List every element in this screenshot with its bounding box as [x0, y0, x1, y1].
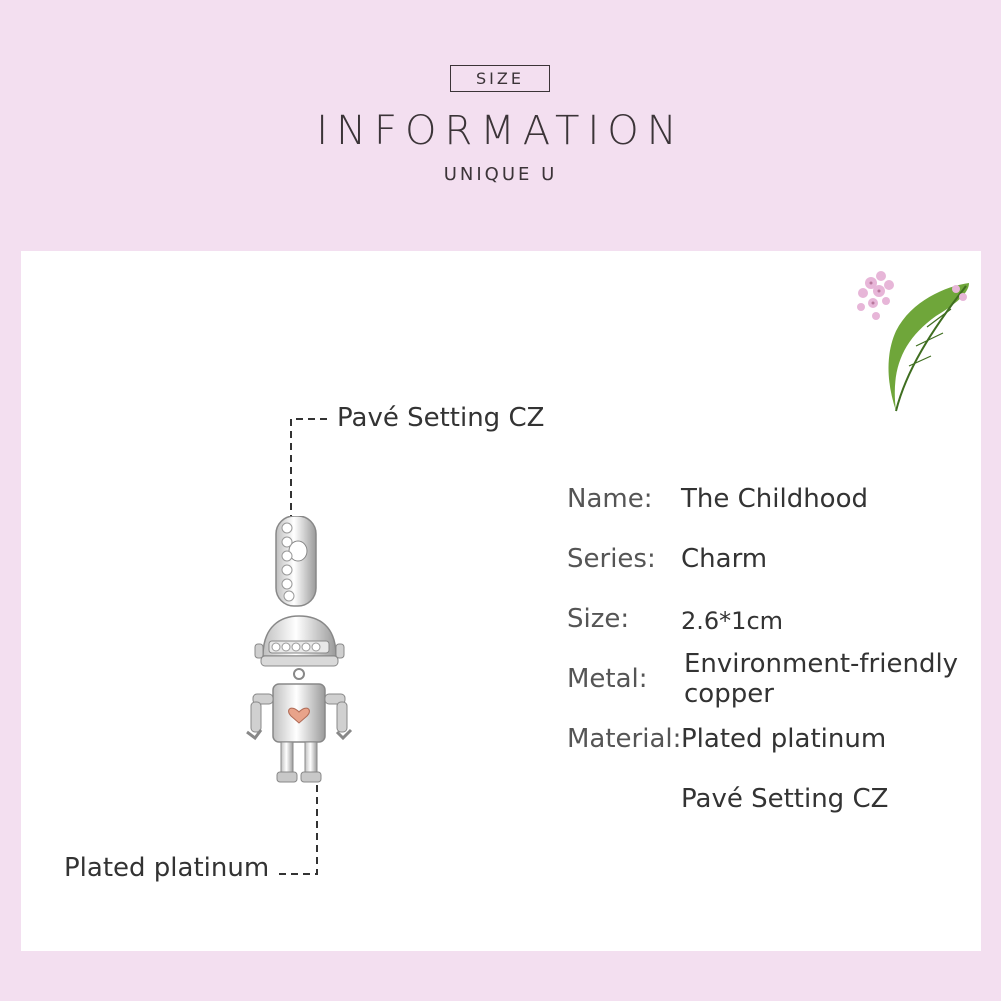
brand-subtitle: UNIQUE U: [443, 164, 558, 185]
spec-size-value: 2.6*1cm: [681, 607, 784, 635]
size-badge-label: SIZE: [476, 69, 524, 88]
robot-charm-image: [241, 516, 361, 786]
spec-name-label: Name:: [567, 484, 653, 514]
callout-lines: [21, 251, 981, 951]
page-title: INFORMATION: [316, 108, 685, 154]
spec-material-label: Material:: [567, 724, 682, 754]
spec-name-value: The Childhood: [681, 484, 869, 514]
spec-pave-value: Pavé Setting CZ: [681, 784, 889, 814]
callout-plated-platinum: Plated platinum: [64, 853, 270, 883]
spec-metal-label: Metal:: [567, 664, 648, 694]
spec-size-label: Size:: [567, 604, 630, 634]
spec-metal-value-line1: Environment-friendly: [684, 649, 959, 679]
size-badge: [450, 65, 550, 92]
info-card: [21, 251, 981, 951]
spec-material-value: Plated platinum: [681, 724, 887, 754]
spec-series-value: Charm: [681, 544, 768, 574]
spec-series-label: Series:: [567, 544, 656, 574]
callout-pave-setting: Pavé Setting CZ: [337, 403, 545, 433]
spec-metal-value-line2: copper: [684, 679, 774, 709]
